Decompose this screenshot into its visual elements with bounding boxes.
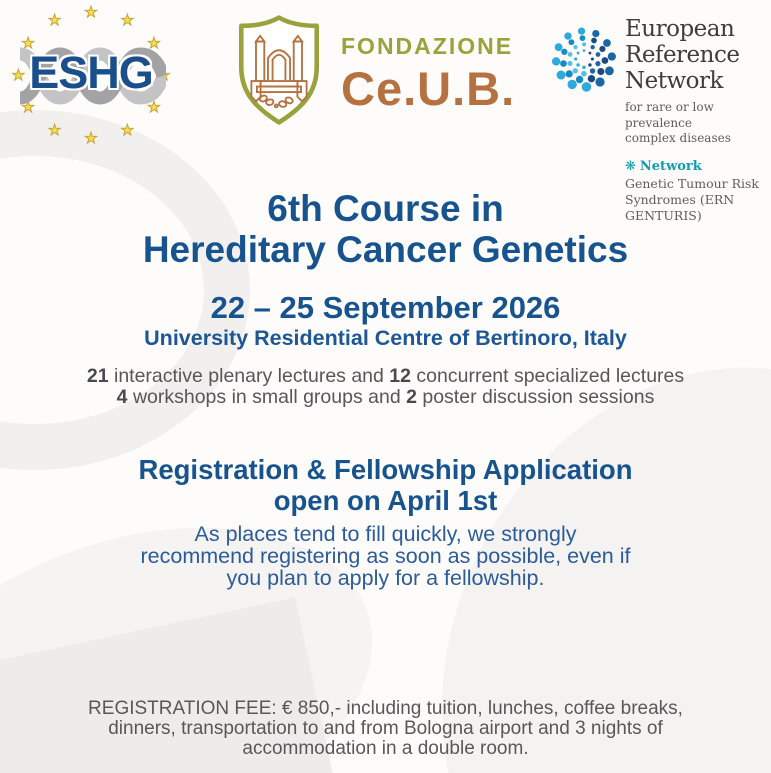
eu-star-icon: ★	[21, 35, 35, 53]
ern-desc-line: Genetic Tumour Risk	[625, 175, 759, 191]
stat-text: interactive plenary lectures and	[108, 365, 390, 387]
stat-number: 21	[86, 365, 109, 387]
ern-network-word: Network	[639, 158, 702, 174]
title-line2: Hereditary Cancer Genetics	[142, 229, 629, 271]
event-venue: University Residential Centre of Bertinoro, Italy	[144, 326, 627, 350]
ern-title-line: Reference	[625, 41, 740, 68]
ern-subtitle	[625, 100, 769, 147]
eshg-logo	[11, 3, 171, 148]
ern-title	[625, 16, 769, 94]
ern-title-line: Network	[625, 67, 723, 94]
eu-star-icon: ★	[120, 121, 135, 139]
registration-heading	[0, 455, 771, 517]
ern-title-line: European	[625, 16, 735, 42]
ern-desc-line: Syndromes (ERN GENTURIS)	[625, 191, 735, 224]
eu-star-icon: ★	[11, 67, 26, 84]
stat-number: 12	[389, 365, 411, 387]
ern-dot-spiral-icon	[549, 22, 619, 96]
ceub-line2: Ce.U.B.	[341, 62, 516, 115]
stat-text: poster discussion sessions	[416, 385, 655, 408]
stats-line2	[0, 387, 771, 408]
stat-text: concurrent specialized lectures	[411, 365, 685, 387]
registration-heading-line2: open on April 1st	[273, 484, 498, 516]
ceub-logo	[233, 11, 515, 129]
note-line: recommend registering as soon as possible, even if	[140, 543, 631, 568]
ern-network-label	[625, 159, 769, 174]
page-title	[0, 188, 771, 271]
eu-star-icon: ★	[120, 12, 135, 30]
stat-text: workshops in small groups and	[127, 385, 407, 408]
eu-star-icon: ★	[156, 67, 171, 84]
course-stats	[0, 366, 771, 407]
note-line: As places tend to fill quickly, we strongly	[194, 522, 577, 546]
eu-star-icon: ★	[147, 98, 161, 116]
eu-star-icon: ★	[47, 12, 62, 30]
eu-star-icon: ★	[147, 35, 161, 53]
eu-star-icon: ★	[84, 3, 98, 21]
registration-fee	[0, 699, 771, 759]
registration-heading-line1: Registration & Fellowship Application	[138, 454, 633, 485]
note-line: you plan to apply for a fellowship.	[226, 565, 545, 590]
eshg-wordmark: ESHG	[29, 46, 153, 98]
event-dates: 22 – 25 September 2026	[210, 290, 561, 325]
stats-line1	[0, 366, 771, 387]
eu-star-icon: ★	[47, 121, 62, 139]
fee-line: accommodation in a double room.	[242, 738, 529, 760]
ceub-shield-icon	[233, 11, 325, 129]
eu-star-icon: ★	[84, 130, 98, 148]
stat-number: 4	[116, 385, 128, 408]
ceub-wordmark	[341, 33, 515, 116]
gear-icon: ❋	[625, 158, 636, 174]
registration-note	[0, 524, 771, 590]
ceub-line1: FONDAZIONE	[341, 33, 514, 59]
fee-line: dinners, transportation to and from Bologna airport and 3 nights of	[108, 718, 663, 740]
ern-subtitle-line: for rare or low prevalence	[625, 99, 714, 130]
title-line1: 6th Course in	[267, 188, 504, 229]
ern-subtitle-line: complex diseases	[625, 131, 731, 146]
fee-line: REGISTRATION FEE: € 850,- including tuition, lunches, coffee breaks,	[88, 698, 683, 719]
stat-number: 2	[406, 385, 417, 408]
eu-star-icon: ★	[21, 98, 35, 116]
